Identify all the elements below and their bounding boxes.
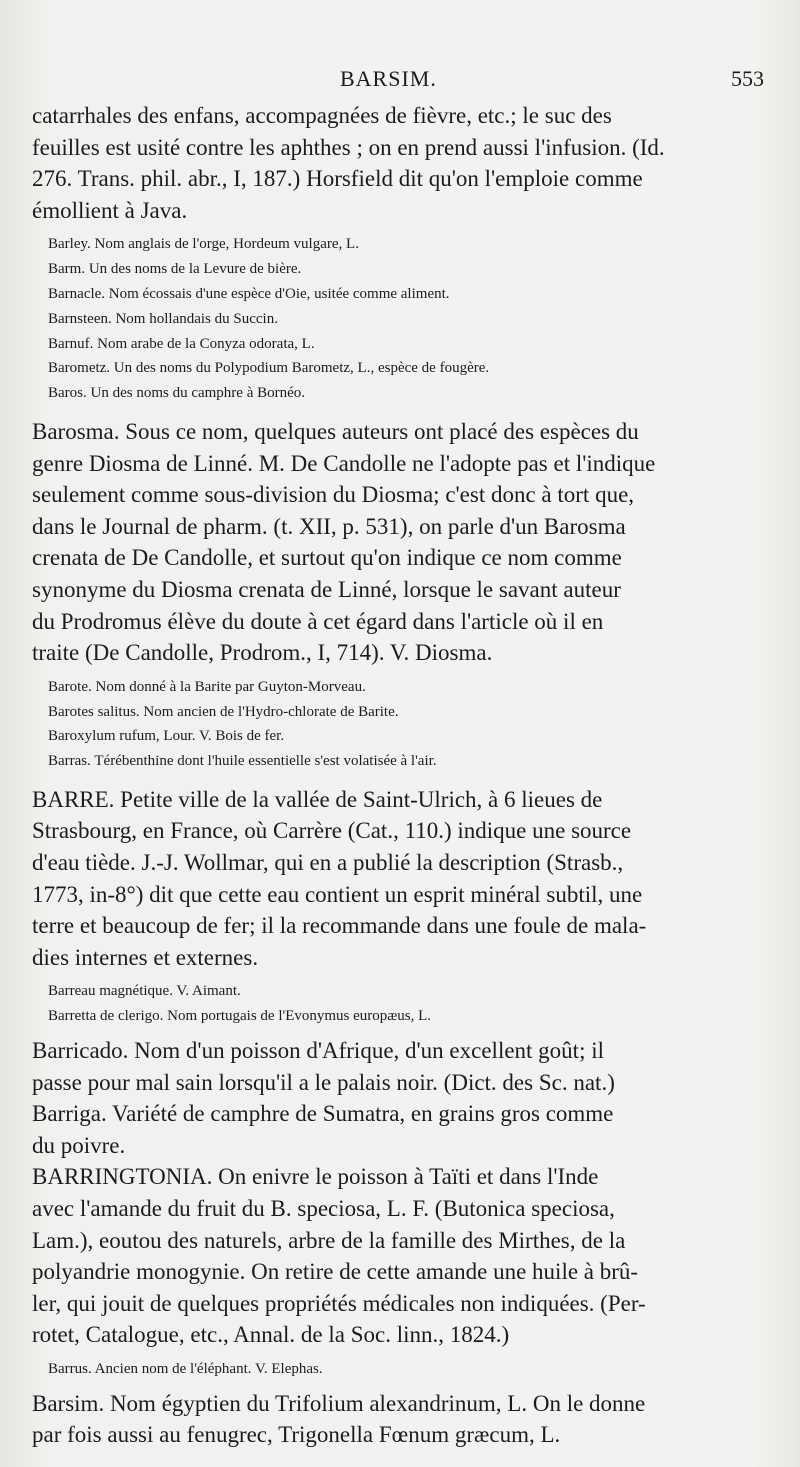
text-line: BARRINGTONIA. On enivre le poisson à Taïti et dans l'Inde — [32, 1164, 599, 1190]
small-entry: Barote. Nom donné à la Barite par Guyton-Morveau. — [48, 678, 366, 695]
page-body — [32, 100, 766, 1451]
text-line: feuilles est usité contre les aphthes ; on en prend aussi l'infusion. (Id. — [32, 134, 665, 160]
small-entry: Barm. Un des noms de la Levure de bière. — [48, 261, 302, 278]
text-line: du poivre. — [32, 1132, 126, 1158]
text-line: Barricado. Nom d'un poisson d'Afrique, d'un excellent goût; il — [32, 1038, 604, 1064]
text-line: Strasbourg, en France, où Carrère (Cat., 110.) indique une source — [32, 818, 632, 844]
small-entry: Barometz. Un des noms du Polypodium Barometz, L., espèce de fougère. — [48, 360, 490, 377]
text-line: ler, qui jouit de quelques propriétés médicales non indiquées. (Per- — [32, 1290, 646, 1316]
small-entry: Barras. Térébenthine dont l'huile essentielle s'est volatisée à l'air. — [48, 753, 437, 770]
text-line: crenata de De Candolle, et surtout qu'on indique ce nom comme — [32, 545, 622, 571]
small-entry: Barnuf. Nom arabe de la Conyza odorata, L. — [48, 335, 315, 352]
text-line: catarrhales des enfans, accompagnées de fièvre, etc.; le suc des — [32, 103, 612, 128]
small-entry: Barotes salitus. Nom ancien de l'Hydro-chlorate de Barite. — [48, 703, 399, 720]
text-line: 276. Trans. phil. abr., I, 187.) Horsfield dit qu'on l'emploie comme — [32, 166, 643, 192]
page-header — [0, 66, 800, 100]
text-line: d'eau tiède. J.-J. Wollmar, qui en a publié la description (Strasb., — [32, 850, 624, 876]
text-line: avec l'amande du fruit du B. speciosa, L. F. (Butonica speciosa, — [32, 1196, 615, 1222]
text-line: Barriga. Variété de camphre de Sumatra, en grains gros comme — [32, 1101, 614, 1127]
text-line: seulement comme sous-division du Diosma; c'est donc à tort que, — [32, 482, 635, 508]
text-line: Barosma. Sous ce nom, quelques auteurs ont placé des espèces du — [32, 418, 639, 444]
running-title: BARSIM. — [340, 66, 437, 91]
small-entry: Baroxylum rufum, Lour. V. Bois de fer. — [48, 728, 285, 745]
small-entry: Barnsteen. Nom hollandais du Succin. — [48, 310, 278, 327]
text-line: du Prodromus élève du doute à cet égard dans l'article où il en — [32, 608, 604, 634]
text-line: terre et beaucoup de fer; il la recommande dans une foule de mala- — [32, 913, 647, 939]
text-line: rotet, Catalogue, etc., Annal. de la Soc. linn., 1824.) — [32, 1322, 510, 1348]
text-line: passe pour mal sain lorsqu'il a le palais noir. (Dict. des Sc. nat.) — [32, 1069, 615, 1095]
text-line: BARRE. Petite ville de la vallée de Saint-Ulrich, à 6 lieues de — [32, 786, 603, 812]
text-line: traite (De Candolle, Prodrom., I, 714). V. Diosma. — [32, 640, 493, 666]
text-line: émollient à Java. — [32, 197, 188, 223]
text-line: Barsim. Nom égyptien du Trifolium alexandrinum, L. On le donne — [32, 1390, 646, 1416]
text-line: par fois aussi au fenugrec, Trigonella Fœnum græcum, L. — [32, 1422, 561, 1448]
text-line: synonyme du Diosma crenata de Linné, lorsque le savant auteur — [32, 576, 621, 602]
text-line: polyandrie monogynie. On retire de cette amande une huile à brû- — [32, 1259, 639, 1285]
small-entry: Baros. Un des noms du camphre à Bornéo. — [48, 385, 306, 402]
text-line: 1773, in-8°) dit que cette eau contient un esprit minéral subtil, une — [32, 881, 643, 907]
small-entry: Barretta de clerigo. Nom portugais de l'Evonymus europæus, L. — [48, 1008, 432, 1025]
text-line: dans le Journal de pharm. (t. XII, p. 531), on parle d'un Barosma — [32, 513, 626, 539]
text-line: Lam.), eoutou des naturels, arbre de la famille des Mirthes, de la — [32, 1227, 626, 1253]
page-number: 553 — [731, 66, 764, 91]
small-entry: Barley. Nom anglais de l'orge, Hordeum vulgare, L. — [48, 236, 359, 253]
small-entry: Barnacle. Nom écossais d'une espèce d'Oie, usitée comme aliment. — [48, 285, 450, 302]
text-line: genre Diosma de Linné. M. De Candolle ne l'adopte pas et l'indique — [32, 450, 656, 476]
small-entry: Barreau magnétique. V. Aimant. — [48, 983, 241, 1000]
small-entry: Barrus. Ancien nom de l'éléphant. V. Elephas. — [48, 1360, 323, 1377]
text-line: dies internes et externes. — [32, 944, 259, 970]
